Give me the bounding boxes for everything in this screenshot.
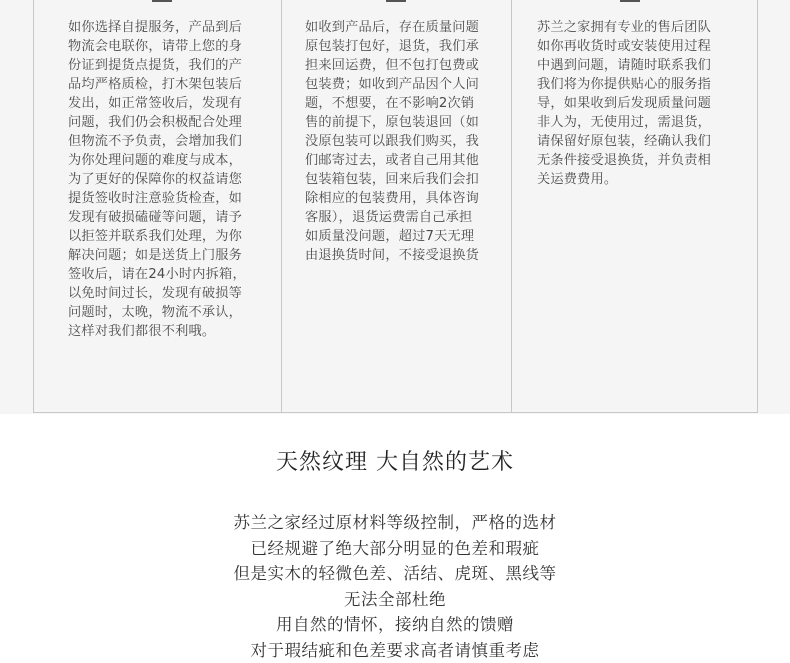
text-line: 我们将为你提供贴心的服务指 <box>537 75 711 94</box>
description-line: 已经规避了绝大部分明显的色差和瑕疵 <box>0 536 790 562</box>
text-line: 由退换货时间，不接受退换货 <box>305 246 479 265</box>
text-line: 发现有破损磕碰等问题，请予 <box>68 208 246 227</box>
text-line: 售的前提下，原包装退回（如 <box>305 113 479 132</box>
text-line: 份证到提货点提货，我们的产 <box>68 56 246 75</box>
panel-bottom-border <box>33 412 758 413</box>
text-line: 包装箱包装，回来后我们会扣 <box>305 170 479 189</box>
column-top-marker <box>386 0 406 2</box>
text-line: 如收到产品后，存在质量问题 <box>305 18 479 37</box>
section-title: 天然纹理 大自然的艺术 <box>0 445 790 476</box>
text-line: 为你处理问题的难度与成本， <box>68 151 246 170</box>
text-line: 原包装打包好，退货，我们承 <box>305 37 479 56</box>
description-line: 对于瑕结疵和色差要求高者请慎重考虑 <box>0 638 790 663</box>
text-line: 担来回运费，但不包打包费或 <box>305 56 479 75</box>
self-pickup-column <box>33 0 282 412</box>
text-line: 没原包装可以跟我们购买，我 <box>305 132 479 151</box>
text-line: 以拒签并联系我们处理，为你 <box>68 227 246 246</box>
self-pickup-text <box>68 18 246 341</box>
text-line: 如你选择自提服务，产品到后 <box>68 18 246 37</box>
column-top-marker <box>152 0 172 2</box>
panel-right-border <box>757 0 758 413</box>
text-line: 包装费；如收到产品因个人问 <box>305 75 479 94</box>
text-line: 品均严格质检，打木架包装后 <box>68 75 246 94</box>
text-line: 客服），退货运费需自己承担 <box>305 208 479 227</box>
return-policy-column <box>281 0 512 412</box>
text-line: 请保留好原包装，经确认我们 <box>537 132 711 151</box>
text-line: 为了更好的保障你的权益请您 <box>68 170 246 189</box>
text-line: 如质量没问题，超过7天无理 <box>305 227 479 246</box>
description-line: 用自然的情怀，接纳自然的馈赠 <box>0 612 790 638</box>
text-line: 无条件接受退换货，并负责相 <box>537 151 711 170</box>
text-line: 问题，我们仍会积极配合处理 <box>68 113 246 132</box>
text-line: 们邮寄过去，或者自己用其他 <box>305 151 479 170</box>
text-line: 以免时间过长，发现有破损等 <box>68 284 246 303</box>
text-line: 导，如果收到后发现质量问题 <box>537 94 711 113</box>
column-top-marker <box>620 0 640 2</box>
description-line: 无法全部杜绝 <box>0 587 790 613</box>
text-line: 题，不想要，在不影响2次销 <box>305 94 479 113</box>
description-line: 苏兰之家经过原材料等级控制，严格的选材 <box>0 510 790 536</box>
text-line: 非人为，无使用过，需退货， <box>537 113 711 132</box>
text-line: 物流会电联你，请带上您的身 <box>68 37 246 56</box>
text-line: 解决问题；如是送货上门服务 <box>68 246 246 265</box>
text-line: 问题时，太晚，物流不承认， <box>68 303 246 322</box>
description-line: 但是实木的轻微色差、活结、虎斑、黑线等 <box>0 561 790 587</box>
text-line: 这样对我们都很不利哦。 <box>68 322 246 341</box>
text-line: 提货签收时注意验货检查，如 <box>68 189 246 208</box>
text-line: 但物流不予负责，会增加我们 <box>68 132 246 151</box>
natural-texture-description <box>0 510 790 663</box>
return-policy-text <box>305 18 479 265</box>
text-line: 除相应的包装费用，具体咨询 <box>305 189 479 208</box>
text-line: 发出，如正常签收后，发现有 <box>68 94 246 113</box>
text-line: 如你再收货时或安装使用过程 <box>537 37 711 56</box>
text-line: 关运费费用。 <box>537 170 711 189</box>
text-line: 中遇到问题，请随时联系我们 <box>537 56 711 75</box>
text-line: 签收后，请在24小时内拆箱， <box>68 265 246 284</box>
text-line: 苏兰之家拥有专业的售后团队 <box>537 18 711 37</box>
service-team-column <box>511 0 758 412</box>
service-team-text <box>537 18 711 189</box>
